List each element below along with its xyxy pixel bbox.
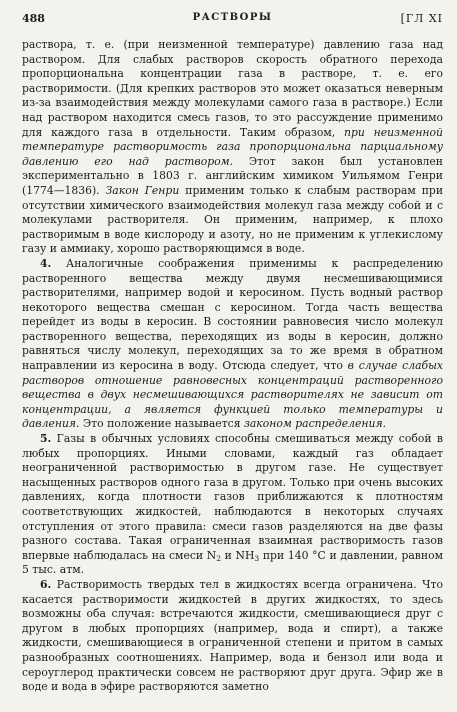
running-header — [22, 12, 443, 26]
paragraph-number: 5. — [40, 432, 52, 446]
paragraph-number: 6. — [40, 577, 52, 591]
henry-law-term: Закон Генри — [105, 183, 180, 197]
paragraph-henry-law: раствора, т. е. (при неизменной температуре) давлению газа над раствором. Для слабых растворов скорость обратного перехода пропорциональна концентрации газа в растворе, т. е. его растворимости. (Для крепких растворов это может оказаться неверным из-за взаимодействия между молекулами самого газа в растворе.) Если над раствором находится смесь газов, то это рассуждение применимо для каждого газа в отдельности. Таким образом, при неизменной температуре растворимость газа пропорциональна парциальному давлению его над раствором. Этот закон был установлен экспериментально в 1803 г. английским химиком Уильямом Генри (1774—1836). Закон Генри применим только к слабым растворам при отсутствии химического взаимодействия молекул газа между собой и с молекулами растворителя. Он применим, например, к плохо растворимым в воде кислороду и азоту, но не применим к углекислому газу и аммиаку, хорошо растворяющимся в воде. — [22, 38, 444, 256]
running-title: РАСТВОРЫ — [192, 12, 273, 23]
chapter-label: [ГЛ XI — [400, 12, 443, 25]
paragraph-6: 6. Растворимость твердых тел в жидкостях всегда ограничена. Что касается растворимости жидкостей в других жидкостях, то здесь возможны оба случая: встречаются жидкости, смешивающиеся друг с другом в любых пропорциях (например, вода и спирт), а также жидкости, смешивающиеся в ограниченной степени и притом в самых разнообразных соотношениях. Например, вода и бензол или вода и сероуглерод практически совсем не растворяют друг друга. Эфир же в воде и вода в эфире растворяются заметно — [22, 577, 443, 694]
paragraph-4: 4. Аналогичные соображения применимы к распределению растворенного вещества между двумя несмешивающимися растворителями, например водой и керосином. Пусть водный раствор некоторого вещества смешан с керосином. Тогда часть вещества перейдет из воды в керосин. В состоянии равновесия число молекул растворенного вещества, переходящих из воды в керосин, должно равняться числу молекул, переходящих за то же время в обратном направлении из керосина в воду. Отсюда следует, что в случае слабых растворов отношение равновесных концентраций растворенного вещества в двух несмешивающихся растворителях не зависит от концентрации, а является функцией только температуры и давления. Это положение называется законом распределения. — [22, 256, 443, 431]
distribution-law-term: законом распределения — [243, 417, 383, 431]
paragraph-number: 4. — [40, 256, 52, 270]
distribution-law-statement: в случае слабых растворов отношение равновесных концентраций растворенного вещества в двух несмешивающихся растворителях не зависит от концентрации, а является функцией только температуры и давления. — [22, 359, 443, 431]
page-number: 488 — [22, 12, 45, 25]
henry-law-statement: при неизменной температуре растворимость газа пропорциональна парциальному давлению его над раствором. — [22, 125, 444, 168]
page-body — [22, 38, 443, 695]
paragraph-5: 5. Газы в обычных условиях способны смешиваться между собой в любых пропорциях. Иными словами, каждый газ обладает неограниченной растворимостью в другом газе. Не существует насыщенных растворов одного газа в другом. Только при очень высоких давлениях, когда плотности газов приближаются к плотностям соответствующих жидкостей, наблюдаются в некоторых случаях отступления от этого правила: смеси газов разделяются на две фазы разного состава. Такая ограниченная взаимная растворимость газов впервые наблюдалась на смеси $N_2$ и $NH_3$ при 140 °С и давлении, равном 5 тыс. атм. — [22, 432, 443, 577]
